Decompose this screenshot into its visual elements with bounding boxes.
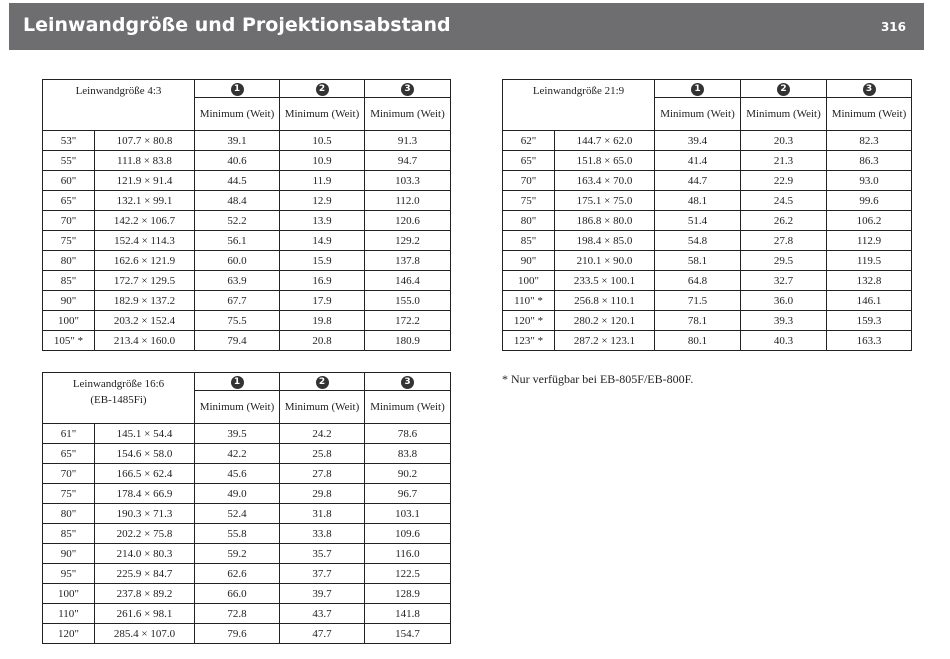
table-row <box>43 251 451 271</box>
diagonal-cell: 80" <box>503 211 555 231</box>
diagonal-cell: 75" <box>43 231 95 251</box>
distance-2-cell: 39.7 <box>280 584 365 604</box>
distance-1-cell: 39.4 <box>655 131 741 151</box>
dimensions-cell: 145.1 × 54.4 <box>95 424 195 444</box>
distance-1-cell: 71.5 <box>655 291 741 311</box>
dimensions-cell: 285.4 × 107.0 <box>95 624 195 644</box>
dimensions-cell: 175.1 × 75.0 <box>555 191 655 211</box>
distance-3-cell: 78.6 <box>365 424 451 444</box>
distance-3-cell: 141.8 <box>365 604 451 624</box>
diagonal-cell: 60" <box>43 171 95 191</box>
table-row <box>43 464 451 484</box>
distance-1-cell: 60.0 <box>195 251 280 271</box>
distance-1-cell: 56.1 <box>195 231 280 251</box>
col-label: Minimum (Weit) <box>280 98 365 131</box>
distance-2-cell: 27.8 <box>741 231 827 251</box>
dimensions-cell: 178.4 × 66.9 <box>95 484 195 504</box>
dimensions-cell: 172.7 × 129.5 <box>95 271 195 291</box>
distance-2-cell: 40.3 <box>741 331 827 351</box>
dimensions-cell: 202.2 × 75.8 <box>95 524 195 544</box>
distance-3-cell: 119.5 <box>827 251 912 271</box>
distance-2-cell: 14.9 <box>280 231 365 251</box>
page-header <box>9 3 924 50</box>
table-16-6-model: (EB-1485Fi) <box>90 394 147 406</box>
number-2-icon: 2 <box>316 83 329 96</box>
distance-3-cell: 137.8 <box>365 251 451 271</box>
distance-3-cell: 103.3 <box>365 171 451 191</box>
distance-2-cell: 33.8 <box>280 524 365 544</box>
distance-3-cell: 99.6 <box>827 191 912 211</box>
distance-2-cell: 17.9 <box>280 291 365 311</box>
dimensions-cell: 144.7 × 62.0 <box>555 131 655 151</box>
distance-3-cell: 112.0 <box>365 191 451 211</box>
diagonal-cell: 100" <box>43 311 95 331</box>
distance-1-cell: 72.8 <box>195 604 280 624</box>
col-1-header <box>195 80 280 98</box>
table-row <box>503 251 912 271</box>
distance-2-cell: 37.7 <box>280 564 365 584</box>
diagonal-cell: 90" <box>503 251 555 271</box>
distance-1-cell: 39.1 <box>195 131 280 151</box>
distance-1-cell: 40.6 <box>195 151 280 171</box>
diagonal-cell: 110" <box>43 604 95 624</box>
table-row <box>503 191 912 211</box>
distance-3-cell: 94.7 <box>365 151 451 171</box>
col-label: Minimum (Weit) <box>280 391 365 424</box>
dimensions-cell: 142.2 × 106.7 <box>95 211 195 231</box>
distance-1-cell: 52.2 <box>195 211 280 231</box>
number-1-icon: 1 <box>231 376 244 389</box>
distance-2-cell: 19.8 <box>280 311 365 331</box>
col-label: Minimum (Weit) <box>365 391 451 424</box>
dimensions-cell: 163.4 × 70.0 <box>555 171 655 191</box>
distance-2-cell: 24.5 <box>741 191 827 211</box>
dimensions-cell: 213.4 × 160.0 <box>95 331 195 351</box>
dimensions-cell: 280.2 × 120.1 <box>555 311 655 331</box>
col-label: Minimum (Weit) <box>741 98 827 131</box>
table-row <box>43 544 451 564</box>
distance-3-cell: 116.0 <box>365 544 451 564</box>
col-label: Minimum (Weit) <box>655 98 741 131</box>
page-number: 316 <box>880 20 906 34</box>
distance-3-cell: 103.1 <box>365 504 451 524</box>
distance-2-cell: 29.5 <box>741 251 827 271</box>
dimensions-cell: 210.1 × 90.0 <box>555 251 655 271</box>
table-row <box>43 151 451 171</box>
table-4-3-label: Leinwandgröße 4:3 <box>43 80 195 131</box>
diagonal-cell: 53" <box>43 131 95 151</box>
distance-2-cell: 35.7 <box>280 544 365 564</box>
dimensions-cell: 237.8 × 89.2 <box>95 584 195 604</box>
dimensions-cell: 152.4 × 114.3 <box>95 231 195 251</box>
dimensions-cell: 154.6 × 58.0 <box>95 444 195 464</box>
diagonal-cell: 80" <box>43 251 95 271</box>
distance-3-cell: 129.2 <box>365 231 451 251</box>
col-label: Minimum (Weit) <box>365 98 451 131</box>
diagonal-cell: 85" <box>503 231 555 251</box>
col-2-header <box>741 80 827 98</box>
table-row <box>503 291 912 311</box>
distance-2-cell: 27.8 <box>280 464 365 484</box>
distance-1-cell: 64.8 <box>655 271 741 291</box>
table-row <box>43 171 451 191</box>
dimensions-cell: 261.6 × 98.1 <box>95 604 195 624</box>
distance-2-cell: 25.8 <box>280 444 365 464</box>
distance-2-cell: 11.9 <box>280 171 365 191</box>
distance-1-cell: 51.4 <box>655 211 741 231</box>
distance-3-cell: 172.2 <box>365 311 451 331</box>
distance-2-cell: 15.9 <box>280 251 365 271</box>
diagonal-cell: 55" <box>43 151 95 171</box>
distance-3-cell: 112.9 <box>827 231 912 251</box>
distance-2-cell: 20.8 <box>280 331 365 351</box>
distance-1-cell: 59.2 <box>195 544 280 564</box>
distance-1-cell: 41.4 <box>655 151 741 171</box>
table-16-6 <box>42 372 451 644</box>
distance-1-cell: 75.5 <box>195 311 280 331</box>
table-row <box>43 424 451 444</box>
table-row <box>43 584 451 604</box>
table-row <box>503 151 912 171</box>
distance-2-cell: 13.9 <box>280 211 365 231</box>
table-row <box>43 624 451 644</box>
col-2-header <box>280 373 365 391</box>
distance-2-cell: 31.8 <box>280 504 365 524</box>
number-3-icon: 3 <box>863 83 876 96</box>
distance-2-cell: 32.7 <box>741 271 827 291</box>
col-2-header <box>280 80 365 98</box>
distance-2-cell: 39.3 <box>741 311 827 331</box>
diagonal-cell: 100" <box>43 584 95 604</box>
table-row <box>503 211 912 231</box>
distance-2-cell: 16.9 <box>280 271 365 291</box>
table-row <box>43 131 451 151</box>
table-row <box>43 271 451 291</box>
number-3-icon: 3 <box>401 83 414 96</box>
table-row <box>503 231 912 251</box>
distance-1-cell: 44.5 <box>195 171 280 191</box>
diagonal-cell: 105" * <box>43 331 95 351</box>
diagonal-cell: 110" * <box>503 291 555 311</box>
dimensions-cell: 107.7 × 80.8 <box>95 131 195 151</box>
diagonal-cell: 65" <box>43 191 95 211</box>
dimensions-cell: 214.0 × 80.3 <box>95 544 195 564</box>
diagonal-cell: 120" * <box>503 311 555 331</box>
distance-2-cell: 26.2 <box>741 211 827 231</box>
distance-2-cell: 21.3 <box>741 151 827 171</box>
dimensions-cell: 233.5 × 100.1 <box>555 271 655 291</box>
distance-3-cell: 180.9 <box>365 331 451 351</box>
diagonal-cell: 61" <box>43 424 95 444</box>
table-row <box>43 444 451 464</box>
col-1-header <box>655 80 741 98</box>
table-row <box>43 484 451 504</box>
table-16-6-title: Leinwandgröße 16:6 <box>72 378 165 390</box>
distance-1-cell: 55.8 <box>195 524 280 544</box>
distance-1-cell: 52.4 <box>195 504 280 524</box>
table-21-9 <box>502 79 912 351</box>
col-3-header <box>365 80 451 98</box>
dimensions-cell: 198.4 × 85.0 <box>555 231 655 251</box>
distance-2-cell: 36.0 <box>741 291 827 311</box>
distance-2-cell: 12.9 <box>280 191 365 211</box>
distance-3-cell: 155.0 <box>365 291 451 311</box>
distance-1-cell: 45.6 <box>195 464 280 484</box>
diagonal-cell: 123" * <box>503 331 555 351</box>
distance-1-cell: 44.7 <box>655 171 741 191</box>
distance-3-cell: 163.3 <box>827 331 912 351</box>
distance-2-cell: 43.7 <box>280 604 365 624</box>
distance-1-cell: 62.6 <box>195 564 280 584</box>
table-row <box>503 331 912 351</box>
col-3-header <box>365 373 451 391</box>
distance-1-cell: 58.1 <box>655 251 741 271</box>
diagonal-cell: 70" <box>43 211 95 231</box>
diagonal-cell: 75" <box>43 484 95 504</box>
distance-1-cell: 49.0 <box>195 484 280 504</box>
table-row <box>503 311 912 331</box>
table-21-9-label: Leinwandgröße 21:9 <box>503 80 655 131</box>
diagonal-cell: 80" <box>43 504 95 524</box>
diagonal-cell: 65" <box>43 444 95 464</box>
table-row <box>43 231 451 251</box>
dimensions-cell: 256.8 × 110.1 <box>555 291 655 311</box>
distance-3-cell: 82.3 <box>827 131 912 151</box>
distance-1-cell: 79.4 <box>195 331 280 351</box>
distance-1-cell: 79.6 <box>195 624 280 644</box>
diagonal-cell: 95" <box>43 564 95 584</box>
distance-3-cell: 128.9 <box>365 584 451 604</box>
number-1-icon: 1 <box>231 83 244 96</box>
page-title: Leinwandgröße und Projektionsabstand <box>23 14 451 36</box>
distance-3-cell: 96.7 <box>365 484 451 504</box>
table-row <box>43 291 451 311</box>
diagonal-cell: 90" <box>43 291 95 311</box>
distance-3-cell: 159.3 <box>827 311 912 331</box>
distance-3-cell: 146.1 <box>827 291 912 311</box>
distance-3-cell: 91.3 <box>365 131 451 151</box>
distance-1-cell: 48.4 <box>195 191 280 211</box>
distance-2-cell: 10.5 <box>280 131 365 151</box>
table-row <box>43 311 451 331</box>
distance-3-cell: 83.8 <box>365 444 451 464</box>
col-label: Minimum (Weit) <box>195 391 280 424</box>
diagonal-cell: 85" <box>43 524 95 544</box>
dimensions-cell: 203.2 × 152.4 <box>95 311 195 331</box>
diagonal-cell: 100" <box>503 271 555 291</box>
distance-3-cell: 109.6 <box>365 524 451 544</box>
dimensions-cell: 287.2 × 123.1 <box>555 331 655 351</box>
table-row <box>503 171 912 191</box>
dimensions-cell: 182.9 × 137.2 <box>95 291 195 311</box>
distance-3-cell: 93.0 <box>827 171 912 191</box>
distance-3-cell: 132.8 <box>827 271 912 291</box>
dimensions-cell: 166.5 × 62.4 <box>95 464 195 484</box>
diagonal-cell: 70" <box>503 171 555 191</box>
distance-1-cell: 39.5 <box>195 424 280 444</box>
table-row <box>43 191 451 211</box>
distance-1-cell: 67.7 <box>195 291 280 311</box>
distance-1-cell: 80.1 <box>655 331 741 351</box>
dimensions-cell: 132.1 × 99.1 <box>95 191 195 211</box>
distance-2-cell: 22.9 <box>741 171 827 191</box>
distance-3-cell: 90.2 <box>365 464 451 484</box>
table-row <box>43 524 451 544</box>
number-3-icon: 3 <box>401 376 414 389</box>
distance-3-cell: 106.2 <box>827 211 912 231</box>
table-row <box>503 131 912 151</box>
distance-2-cell: 10.9 <box>280 151 365 171</box>
number-1-icon: 1 <box>691 83 704 96</box>
distance-2-cell: 29.8 <box>280 484 365 504</box>
table-row <box>503 271 912 291</box>
distance-3-cell: 120.6 <box>365 211 451 231</box>
distance-3-cell: 86.3 <box>827 151 912 171</box>
diagonal-cell: 75" <box>503 191 555 211</box>
dimensions-cell: 121.9 × 91.4 <box>95 171 195 191</box>
distance-1-cell: 66.0 <box>195 584 280 604</box>
distance-1-cell: 48.1 <box>655 191 741 211</box>
dimensions-cell: 190.3 × 71.3 <box>95 504 195 524</box>
distance-1-cell: 42.2 <box>195 444 280 464</box>
distance-3-cell: 146.4 <box>365 271 451 291</box>
table-4-3 <box>42 79 451 351</box>
table-row <box>43 504 451 524</box>
distance-2-cell: 47.7 <box>280 624 365 644</box>
diagonal-cell: 90" <box>43 544 95 564</box>
diagonal-cell: 120" <box>43 624 95 644</box>
table-row <box>43 564 451 584</box>
distance-3-cell: 154.7 <box>365 624 451 644</box>
col-label: Minimum (Weit) <box>827 98 912 131</box>
diagonal-cell: 70" <box>43 464 95 484</box>
dimensions-cell: 225.9 × 84.7 <box>95 564 195 584</box>
table-row <box>43 331 451 351</box>
distance-2-cell: 20.3 <box>741 131 827 151</box>
diagonal-cell: 62" <box>503 131 555 151</box>
diagonal-cell: 85" <box>43 271 95 291</box>
distance-3-cell: 122.5 <box>365 564 451 584</box>
col-label: Minimum (Weit) <box>195 98 280 131</box>
number-2-icon: 2 <box>777 83 790 96</box>
col-3-header <box>827 80 912 98</box>
table-row <box>43 211 451 231</box>
distance-1-cell: 63.9 <box>195 271 280 291</box>
distance-1-cell: 54.8 <box>655 231 741 251</box>
distance-2-cell: 24.2 <box>280 424 365 444</box>
dimensions-cell: 151.8 × 65.0 <box>555 151 655 171</box>
dimensions-cell: 186.8 × 80.0 <box>555 211 655 231</box>
dimensions-cell: 111.8 × 83.8 <box>95 151 195 171</box>
table-row <box>43 604 451 624</box>
number-2-icon: 2 <box>316 376 329 389</box>
distance-1-cell: 78.1 <box>655 311 741 331</box>
col-1-header <box>195 373 280 391</box>
table-16-6-label <box>43 373 195 424</box>
diagonal-cell: 65" <box>503 151 555 171</box>
footnote: * Nur verfügbar bei EB-805F/EB-800F. <box>502 372 694 386</box>
dimensions-cell: 162.6 × 121.9 <box>95 251 195 271</box>
